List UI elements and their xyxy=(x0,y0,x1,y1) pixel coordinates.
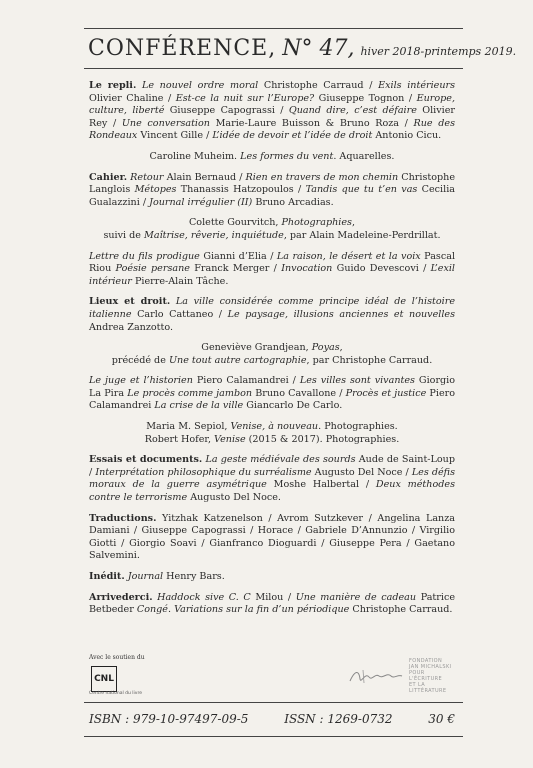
work-title: Maîtrise, rêverie, inquiétude xyxy=(144,229,284,241)
toc-text: Giuseppe Tognon / xyxy=(314,92,417,104)
toc-text: Colette Gourvitch, xyxy=(188,217,282,229)
work-title: Tandis que tu t’en vas xyxy=(305,184,418,196)
toc-text: Pierre-Alain Tâche. xyxy=(131,275,229,287)
section-heading: Arrivederci. xyxy=(89,591,153,603)
toc-text: Augusto Del Noce. xyxy=(187,492,281,504)
work-title: Une manière de cadeau xyxy=(295,591,417,603)
work-title: Le nouvel ordre moral xyxy=(136,80,259,91)
toc-text: , xyxy=(339,342,343,354)
work-title: L’idée de devoir et l’idée de droit xyxy=(212,130,373,142)
publication-info xyxy=(89,712,455,726)
toc-text: Giancarlo De Carlo. xyxy=(243,400,343,412)
toc-entry xyxy=(89,375,455,413)
work-title: Deux méthodes contre le terrorisme xyxy=(89,479,455,504)
work-title: La crise de la ville xyxy=(154,400,244,412)
toc-text: Guido Devescovi / xyxy=(332,263,431,275)
toc-text: Cecilia Gualazzini / xyxy=(89,184,455,208)
toc-text: (2015 & 2017). Photographies. xyxy=(245,433,400,445)
toc-text: Antonio Cicu. xyxy=(372,130,442,142)
toc-entry xyxy=(89,454,455,504)
toc-entry xyxy=(89,251,455,289)
toc-text: Christophe Carraud / xyxy=(258,80,379,91)
footer-rule-bottom xyxy=(84,736,463,737)
table-of-contents xyxy=(89,80,455,625)
toc-text: Geneviève Grandjean, xyxy=(201,342,312,354)
journal-header xyxy=(88,36,517,61)
work-title: Est-ce la nuit sur l’Europe? xyxy=(175,92,315,104)
toc-text: Caroline Muheim. xyxy=(149,150,241,162)
work-title: La ville considérée comme principe idéal de l’histoire italienne xyxy=(89,296,456,320)
section-heading: Inédit. xyxy=(89,571,125,582)
toc-text: Patrice Betbeder xyxy=(89,591,455,616)
toc-text: Yitzhak Katzenelson / Avrom Sutzkever / Angelina Lanza Damiani / Giuseppe Capograssi / Horace / Gabriele D’Annunzio / Virgilio Giotti / Giorgio Soavi / Gianfranco Dioguardi / Giuseppe Pera / Gaetano Salvemini. xyxy=(89,512,455,562)
work-title: Les formes du vent xyxy=(240,150,334,162)
toc-text: Aude de Saint-Loup / xyxy=(89,454,456,478)
toc-entry xyxy=(89,513,455,563)
toc-entry xyxy=(89,217,455,242)
work-title: Europe, culture, liberté xyxy=(89,92,455,117)
work-title: Quand dire, c’est défaire xyxy=(288,105,417,117)
toc-text: Olivier Chaline / xyxy=(89,92,176,104)
section-heading: Le repli. xyxy=(89,80,137,91)
toc-text: Bruno Arcadias. xyxy=(252,196,334,208)
section-heading: Essais et documents. xyxy=(89,454,203,466)
toc-text: Maria M. Sepiol, xyxy=(146,421,231,433)
toc-text: . Photographies. xyxy=(318,421,398,433)
toc-entry xyxy=(89,571,455,584)
toc-text: Franck Merger / xyxy=(189,263,282,275)
work-title: Invocation xyxy=(281,263,333,275)
journal-title: CONFÉRENCE, xyxy=(88,36,277,61)
toc-text: précédé de xyxy=(111,354,169,366)
work-title: Interprétation philosophique du surréalisme xyxy=(95,466,312,478)
toc-text: Christophe Carraud. xyxy=(349,604,453,616)
toc-text: Moshe Halbertal / xyxy=(266,479,376,491)
work-title: Le paysage, illusions anciennes et nouvelles xyxy=(227,308,455,320)
toc-text: Piero Calamandrei / xyxy=(192,375,300,387)
toc-text: Andrea Zanzotto. xyxy=(89,321,174,333)
work-title: Une conversation xyxy=(121,117,210,129)
toc-entry xyxy=(89,592,455,617)
section-heading: Cahier. xyxy=(89,171,128,183)
work-title: Exils intérieurs xyxy=(378,80,456,91)
toc-text: Pascal Riou xyxy=(89,250,456,275)
toc-text: Bruno Cavallone / xyxy=(252,387,346,399)
work-title: Photographies xyxy=(281,217,352,229)
work-title: Les villes sont vivantes xyxy=(299,375,415,387)
work-title: Retour xyxy=(127,171,164,183)
toc-text: Piero Calamandrei xyxy=(89,387,455,412)
fondation-logo-text: FONDATION JAN MICHALSKI POUR L'ÉCRITURE ET LA LITTÉRATURE xyxy=(409,658,452,694)
work-title: Rien en travers de mon chemin xyxy=(245,171,399,183)
toc-text: Alain Bernaud / xyxy=(163,171,246,183)
work-title: Venise, à nouveau xyxy=(230,421,319,433)
toc-text: Marie-Laure Buisson & Bruno Roza / xyxy=(209,117,414,129)
toc-entry xyxy=(89,296,455,334)
work-title: Lettre du fils prodigue xyxy=(89,250,200,262)
work-title: La geste médiévale des sourds xyxy=(202,454,356,466)
toc-text: Christophe Langlois xyxy=(89,171,455,196)
cnl-support-text: Avec le soutien du xyxy=(89,654,145,661)
issue-season: hiver 2018-printemps 2019. xyxy=(360,45,517,58)
cnl-logo: CNL xyxy=(91,666,117,692)
toc-text: Carlo Cattaneo / xyxy=(131,308,228,320)
work-title: Haddock sive C. C xyxy=(152,591,251,603)
issue-number: N° 47, xyxy=(282,36,355,61)
work-title: Poyas xyxy=(311,342,340,354)
work-title: Venise xyxy=(214,433,246,445)
toc-text: , par Christophe Carraud. xyxy=(306,354,433,366)
header-rule xyxy=(84,68,463,69)
price: 30 € xyxy=(428,712,455,726)
toc-text: Vincent Gille / xyxy=(137,130,213,142)
toc-text: . Aquarelles. xyxy=(333,150,395,162)
footer-rule-top xyxy=(84,702,463,703)
work-title: Une tout autre cartographie xyxy=(168,354,307,366)
work-title: La raison, le désert et la voix xyxy=(276,250,421,262)
toc-text: Giorgio La Pira xyxy=(89,375,456,399)
toc-text: Gianni d’Elia / xyxy=(199,250,277,262)
toc-text: suivi de xyxy=(103,229,145,241)
toc-entry xyxy=(89,172,455,210)
work-title: Procès et justice xyxy=(345,387,427,399)
toc-entry xyxy=(89,342,455,367)
section-heading: Lieux et droit. xyxy=(89,296,171,308)
toc-text: , xyxy=(351,217,356,229)
work-title: Les défis moraux de la guerre asymétrique xyxy=(89,466,455,491)
toc-text: Giuseppe Capograssi / xyxy=(164,105,289,117)
toc-text: Augusto Del Noce / xyxy=(311,466,412,478)
toc-text: , par Alain Madeleine-Perdrillat. xyxy=(283,229,441,241)
work-title: Le procès comme jambon xyxy=(127,387,253,399)
isbn: ISBN : 979-10-97497-09-5 xyxy=(89,712,249,726)
toc-text: Thanassis Hatzopoulos / xyxy=(176,184,306,196)
work-title: Poésie persane xyxy=(115,263,190,275)
work-title: Congé. Variations sur la fin d’un périodique xyxy=(136,604,350,616)
signature-icon xyxy=(347,664,405,688)
work-title: Journal xyxy=(124,571,164,582)
sponsor-logos xyxy=(89,654,455,698)
top-rule xyxy=(84,28,463,29)
toc-entry xyxy=(89,80,455,143)
work-title: L’exil intérieur xyxy=(89,263,455,287)
work-title: Journal irrégulier (II) xyxy=(149,196,253,208)
work-title: Métopes xyxy=(134,184,177,196)
toc-text: Henry Bars. xyxy=(163,571,225,582)
toc-entry xyxy=(89,151,455,164)
cnl-subtitle: Centre national du livre xyxy=(89,691,142,696)
issn: ISSN : 1269-0732 xyxy=(284,712,393,726)
toc-entry xyxy=(89,421,455,446)
work-title: Le juge et l’historien xyxy=(89,375,193,387)
section-heading: Traductions. xyxy=(89,512,157,524)
toc-text: Robert Hofer, xyxy=(144,433,215,445)
work-title: Rue des Rondeaux xyxy=(89,117,455,142)
toc-text: Milou / xyxy=(250,591,296,603)
toc-text: Olivier Rey / xyxy=(89,105,455,129)
